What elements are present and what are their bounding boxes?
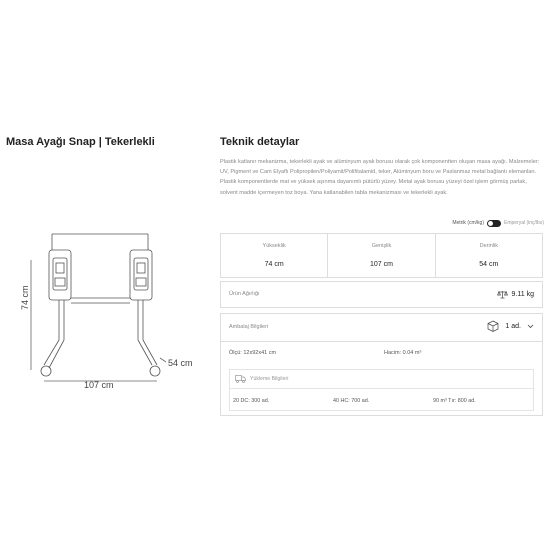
packaging-size: Ölçü: 12x92x41 cm: [229, 350, 277, 356]
packaging-volume: Hacim: 0.04 m³: [384, 350, 422, 356]
product-title: Masa Ayağı Snap | Tekerlekli: [6, 136, 155, 148]
imperial-label: Emperyal (inç/lbs): [503, 220, 544, 226]
dimension-value: 107 cm: [370, 261, 393, 268]
dimension-value: 74 cm: [264, 261, 284, 268]
dimension-height-cell: [221, 234, 328, 277]
dimension-label: Derinlik: [479, 243, 498, 249]
shipping-truck: 90 m³ Tır: 800 ad.: [433, 398, 476, 404]
table-leg-drawing: [0, 220, 215, 400]
shipping-40hc: 40 HC: 700 ad.: [333, 398, 370, 404]
packaging-header[interactable]: [221, 314, 542, 342]
shipping-header: [230, 370, 533, 389]
unit-toggle-row: [380, 217, 544, 229]
dimension-value: 54 cm: [479, 261, 499, 268]
packaging-quantity-selector[interactable]: [487, 320, 534, 332]
packaging-panel: [220, 313, 543, 416]
weight-value: 9.11 kg: [511, 291, 534, 298]
product-weight-row: [220, 281, 543, 308]
unit-toggle-switch[interactable]: [487, 220, 501, 227]
truck-icon: [235, 374, 246, 383]
dimension-label: Genişlik: [371, 243, 392, 249]
product-description: Plastik katlanır mekanizma, tekerlekli ayak ve alüminyum ayak borusu olarak çok komponentten oluşan masa ayağı. Malzemeler: UV, Pigment ve Cam Elyaflı Polipropilen/Poliyamit/Polifitalamid, teker, Alüminyum boru ve Paslanmaz metal bağlantı elemanları. Plastik komponentlerde mat ve yüksek aşınma dayanımlı pütürlü yüzey. Metal ayak borusu yüzeyi özel işlem görmüş parlak, solvent madde içermeyen toz boya. Yana katlanabilen tabla mekanizması ve tekerlekli ayak.: [220, 159, 540, 196]
technical-details-title: Teknik detaylar: [220, 136, 300, 148]
shipping-label: Yükleme Bilgileri: [250, 376, 289, 382]
height-dimension-label: 74 cm: [20, 285, 30, 310]
shipping-20dc: 20 DC: 300 ad.: [233, 398, 270, 404]
box-icon: [487, 320, 499, 332]
metric-label: Metrik (cm/kg): [452, 220, 484, 226]
dimensions-table: [220, 233, 543, 278]
weight-label: Ürün Ağırlığı: [229, 291, 260, 297]
packaging-label: Ambalaj Bilgileri: [229, 324, 269, 330]
dimension-depth-cell: [436, 234, 542, 277]
scale-icon: [497, 290, 508, 299]
shipping-info-box: [229, 369, 534, 411]
product-diagram: [0, 220, 215, 400]
packaging-quantity: 1 ad.: [505, 322, 521, 330]
dimension-width-cell: [328, 234, 435, 277]
width-dimension-label: 107 cm: [84, 380, 114, 390]
chevron-down-icon: [527, 324, 534, 329]
dimension-label: Yükseklik: [262, 243, 286, 249]
depth-dimension-label: 54 cm: [168, 358, 193, 368]
weight-value-wrap: [497, 290, 534, 299]
